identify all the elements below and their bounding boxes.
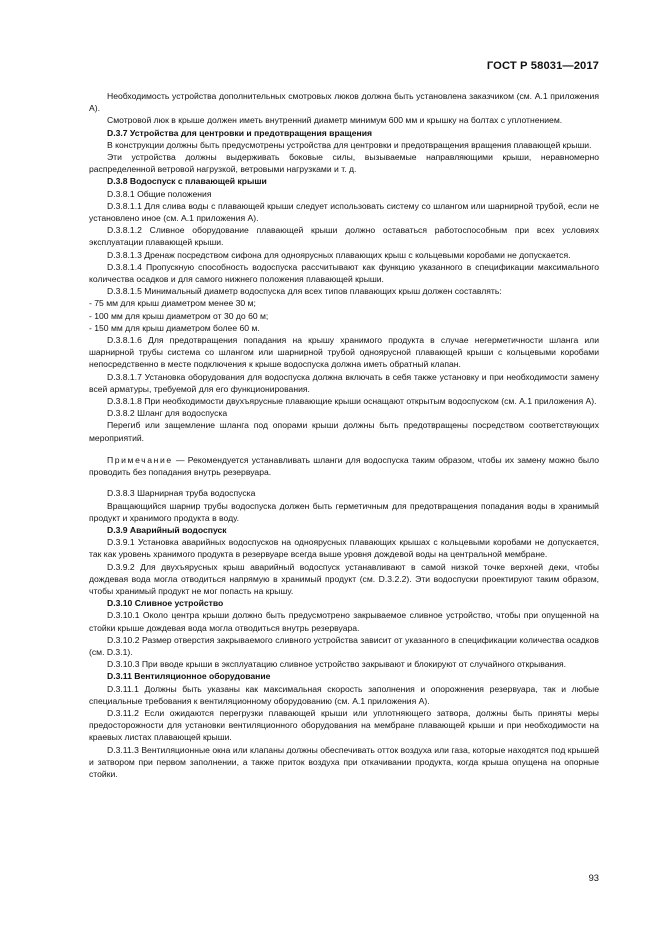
paragraph: D.3.10.2 Размер отверстия закрываемого сливного устройства зависит от указанного в спецификации количества осадков (см. D.3.1).: [89, 634, 599, 657]
section-heading: D.3.10 Сливное устройство: [107, 598, 224, 609]
paragraph: D.3.8.1.5 Минимальный диаметр водоспуска для всех типов плавающих крыш должен составлять:: [107, 286, 502, 297]
note-label: Примечание: [107, 454, 173, 465]
paragraph: D.3.8.1.8 При необходимости двухъярусные плавающие крыши оснащают открытым водоспуском (см. А.1 приложения А).: [107, 396, 597, 407]
paragraph: Вращающийся шарнир трубы водоспуска должен быть герметичным для предотвращения попадания воды в хранимый продукт и хранимого продукта в воду.: [89, 500, 599, 523]
note-text: — Рекомендуется устанавливать шланги для водоспуска таким образом, чтобы их замену можно было проводить без попадания внутрь резервуара.: [89, 454, 599, 478]
paragraph: Необходимость устройства дополнительных смотровых люков должна быть установлена заказчиком (см. А.1 приложения А).: [89, 91, 599, 114]
subsection-heading: D.3.8.1 Общие положения: [107, 188, 212, 199]
paragraph: Перегиб или защемление шланга под опорами крыши должны быть предотвращены посредством соответствующих мероприятий.: [89, 420, 599, 443]
paragraph: В конструкции должны быть предусмотрены устройства для центровки и предотвращения вращения плавающей крыши.: [107, 139, 592, 150]
paragraph: D.3.8.1.7 Установка оборудования для водоспуска должна включать в себя также установку и при необходимости замену всей арматуры, требуемой для его функционирования.: [89, 371, 599, 394]
note-paragraph: [89, 454, 599, 478]
paragraph: D.3.11.2 Если ожидаются перегрузки плавающей крыши или уплотняющего затвора, должны быть приняты меры предосторожности для установки вентиляционного оборудования на мембране плавающей крыши и при необходимости на краевых листах плавающей крыши.: [89, 707, 599, 743]
paragraph: D.3.8.1.6 Для предотвращения попадания на крышу хранимого продукта в случае негерметичности шланга или шарнирной трубы система со шлангом или шарнирной трубой одноярусной плавающей крыши с кольцевыми коробами непосредственно в месте подключения к крыше водоспуска должна иметь обратный клапан.: [89, 335, 599, 370]
paragraph: D.3.11.3 Вентиляционные окна или клапаны должны обеспечивать отток воздуха или газа, которые находятся под крышей и затвором при первом заполнении, а также приток воздуха при откачивании продукта, когда крыша опущена на опорные стойки.: [89, 744, 599, 779]
section-heading: D.3.11 Вентиляционное оборудование: [107, 671, 271, 682]
list-item: - 75 мм для крыш диаметром менее 30 м;: [89, 298, 256, 309]
paragraph: D.3.11.1 Должны быть указаны как максимальная скорость заполнения и опорожнения резервуара, так и любые специальные требования к вентиляционному оборудованию (см. А.1 приложения А).: [89, 683, 599, 706]
paragraph: D.3.8.1.4 Пропускную способность водоспуска рассчитывают как функцию указанного в спецификации максимального количества осадков и для самого нижнего положения плавающей крыши.: [89, 261, 599, 285]
paragraph: D.3.9.1 Установка аварийных водоспусков на одноярусных плавающих крышах с кольцевыми коробами не допускается, так как уровень хранимого продукта в резервуаре всегда выше уровня дождевой воды на центральной мембране.: [89, 537, 599, 560]
paragraph: Смотровой люк в крыше должен иметь внутренний диаметр минимум 600 мм и крышку на болтах с уплотнением.: [107, 115, 563, 126]
page-number: 93: [588, 872, 599, 883]
document-body: [89, 90, 599, 780]
section-heading: D.3.9 Аварийный водоспуск: [107, 524, 227, 535]
standard-header: ГОСТ Р 58031—2017: [486, 60, 599, 72]
list-item: - 100 мм для крыш диаметром от 30 до 60 м;: [89, 310, 269, 321]
list-item: - 150 мм для крыш диаметром более 60 м.: [89, 322, 260, 333]
section-heading: D.3.8 Водоспуск с плавающей крыши: [107, 176, 267, 187]
paragraph: D.3.8.1.1 Для слива воды с плавающей крыши следует использовать систему со шлангом или шарнирной трубой, если не установлено иное (см. А.1 приложения А).: [89, 200, 599, 224]
paragraph: D.3.8.1.2 Сливное оборудование плавающей крыши должно оставаться работоспособным при всех условиях эксплуатации плавающей крыши.: [89, 225, 599, 248]
section-heading: D.3.7 Устройства для центровки и предотвращения вращения: [107, 127, 372, 138]
paragraph: Эти устройства должны выдерживать боковые силы, вызываемые направляющими крыши, неравномерно распределенной ветровой нагрузкой, ветровыми нагрузками и т. д.: [89, 152, 599, 175]
paragraph: D.3.10.3 При вводе крыши в эксплуатацию сливное устройство закрывают и блокируют от случайного открывания.: [107, 659, 567, 670]
subsection-heading: D.3.8.2 Шланг для водоспуска: [107, 408, 228, 419]
paragraph: D.3.10.1 Около центра крыши должно быть предусмотрено закрываемое сливное устройство, чтобы при опущенной на стойки крыше дождевая вода могла отводиться внутрь резервуара.: [89, 610, 599, 633]
paragraph: D.3.9.2 Для двухъярусных крыш аварийный водоспуск устанавливают в самой низкой точке верхней деки, чтобы дождевая вода могла отводиться напрямую в хранимый продукт (см. D.3.2.2). Эти водоспуски проектируют таким образом, чтобы хранимый продукт не мог попасть на крышу.: [89, 561, 599, 596]
subsection-heading: D.3.8.3 Шарнирная труба водоспуска: [107, 488, 256, 499]
paragraph: D.3.8.1.3 Дренаж посредством сифона для одноярусных плавающих крыш с кольцевыми коробами не допускается.: [107, 249, 571, 260]
